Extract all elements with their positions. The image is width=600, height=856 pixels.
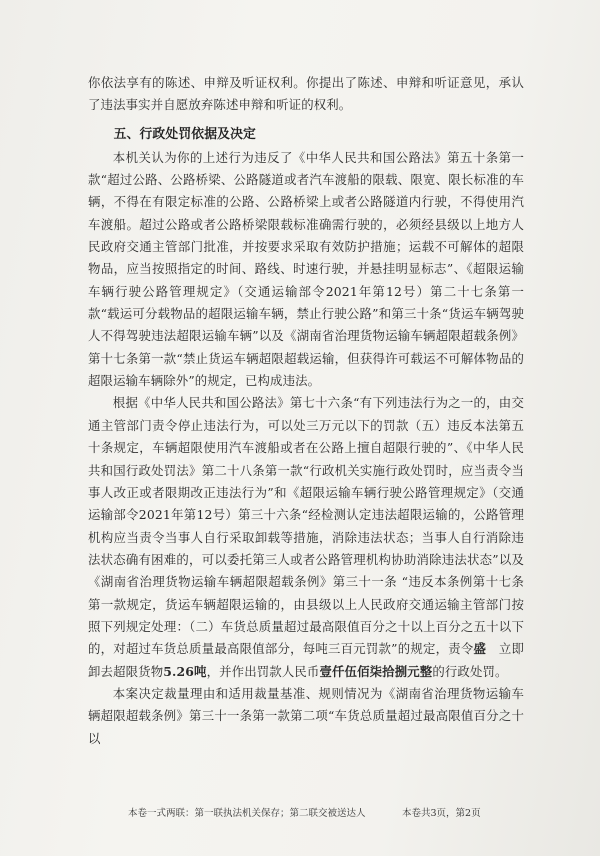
penalty-basis-text: 根据《中华人民共和国公路法》第七十六条“有下列违法行为之一的，由交通主管部门责令停止违法行为，可以处三万元以下的罚款（五）违反本法第五十条规定，车辆超限使用汽车渡船或者在公路上擅自超限行驶的”、《中华人民共和国行政处罚法》第二十八条第一款“行政机关实施行政处罚时，应当责令当事人改正或者限期改正违法行为”和《超限运输车辆行驶公路管理规定》（交通运输部令2021年第12号）第三十六条“经检测认定违法超限运输的，公路管理机构应当责令当事人自行采取卸载等措施，消除违法状态；当事人自行消除违法状态确有困难的，可以委托第三人或者公路管理机构协助消除违法状态”以及《湖南省治理货物运输车辆超限超载条例》第三十一条 “违反本条例第十七条第一款规定，货运车辆超限运输的，由县级以上人民政府交通运输主管部门按照下列规定处理：（二）车货总质量超过最高限值百分之十以上百分之五十以下的，对超过车货总质量最高限值部分，每吨三百元罚款”的规定，责令 <box>88 395 524 657</box>
footer-copies-note: 本卷一式两联：第一联执法机关保存；第二联交被送达人 <box>128 808 366 819</box>
party-name: 盛 <box>473 641 487 657</box>
footer-page-number: 本卷共3页，第2页 <box>402 808 481 819</box>
section-heading: 五、行政处罚依据及决定 <box>113 126 257 142</box>
overload-tonnage: 5.26吨 <box>163 663 207 679</box>
paragraph-legal-violation: 本机关认为你的上述行为违反了《中华人民共和国公路法》第五十条第一款“超过公路、公路桥梁、公路隧道或者汽车渡船的限载、限宽、限长标准的车辆，不得在有限定标准的公路、公路桥梁上或者公路隧道内行驶，不得使用汽车渡船。超过公路或者公路桥梁限载标准确需行驶的，必须经县级以上地方人民政府交通主管部门批准，并按要求采取有效防护措施；运载不可解体的超限物品，应当按照指定的时间、路线、时速行驶，并悬挂明显标志”、《超限运输车辆行驶公路管理规定》（交通运输部令2021年第12号）第二十七条第一款“载运可分载物品的超限运输车辆，禁止行驶公路”和第三十条“货运车辆驾驶人不得驾驶违法超限运输车辆”以及《湖南省治理货物运输车辆超限超载条例》第十七条第一款“禁止货运车辆超限超载运输，但获得许可载运不可解体物品的超限运输车辆除外”的规定，已构成违法。 <box>88 149 524 389</box>
unload-text: 立即卸去超限货物 <box>88 641 524 679</box>
intro-paragraph: 你依法享有的陈述、申辩及听证权利。你提出了陈述、申辩和听证意见，承认了违法事实并自愿放弃陈述申辩和听证的权利。 <box>88 75 524 113</box>
document-body <box>88 72 524 750</box>
paragraph-penalty-basis <box>88 392 524 682</box>
penalty-end-text: 的行政处罚。 <box>432 663 508 679</box>
fine-text: ，并作出罚款人民币 <box>206 663 320 679</box>
paragraph-discretion: 本案决定裁量理由和适用裁量基准、规则情况为《湖南省治理货物运输车辆超限超载条例》第三十一条第一款第二项“车货总质量超过最高限值百分之十以 <box>88 685 524 746</box>
fine-amount: 壹仟伍佰柒拾捌元整 <box>319 663 433 679</box>
